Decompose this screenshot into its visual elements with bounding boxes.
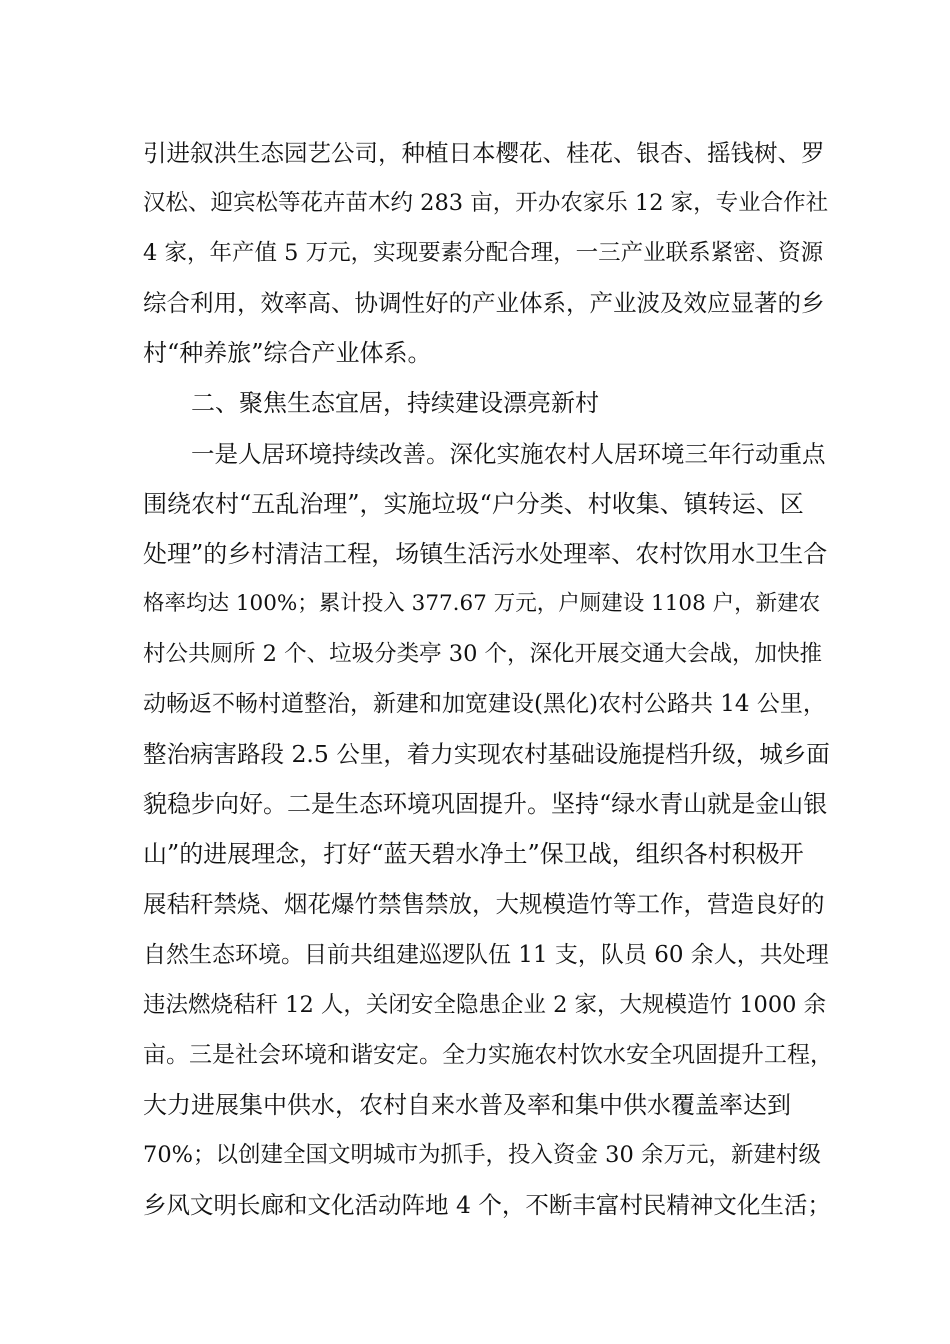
text-line: 貌稳步向好。二是生态环境巩固提升。坚持“绿水青山就是金山银: [143, 790, 828, 819]
text-line: 综合利用，效率高、协调性好的产业体系，产业波及效应显著的乡: [143, 289, 825, 318]
text-line: 乡风文明长廊和文化活动阵地 4 个，不断丰富村民精神文化生活；: [143, 1190, 831, 1219]
text-line: 动畅返不畅村道整治，新建和加宽建设(黑化)农村公路共 14 公里，: [143, 691, 826, 718]
text-line: 整治病害路段 2.5 公里，着力实现农村基础设施提档升级，城乡面: [143, 740, 830, 769]
text-line: 自然生态环境。目前共组建巡逻队伍 11 支，队员 60 余人，共处理: [143, 941, 829, 968]
text-line: 村“种养旅”综合产业体系。: [143, 339, 432, 368]
text-line: 二、聚焦生态宜居，持续建设漂亮新村: [191, 389, 599, 418]
text-line: 汉松、迎宾松等花卉苗木约 283 亩，开办农家乐 12 家，专业合作社: [143, 190, 829, 217]
text-line: 村公共厕所 2 个、垃圾分类亭 30 个，深化开展交通大会战，加快推: [143, 640, 823, 667]
text-line: 处理”的乡村清洁工程，场镇生活污水处理率、农村饮用水卫生合: [143, 539, 828, 568]
text-line: 一是人居环境持续改善。深化实施农村人居环境三年行动重点: [191, 439, 826, 468]
text-line: 围绕农村“五乱治理”，实施垃圾“户分类、村收集、镇转运、区: [143, 489, 804, 518]
text-line: 大力进展集中供水，农村自来水普及率和集中供水覆盖率达到: [143, 1090, 791, 1119]
document-body: [143, 128, 833, 1230]
text-line: 亩。三是社会环境和谐安定。全力实施农村饮水安全巩固提升工程，: [143, 1041, 833, 1068]
text-line: 4 家，年产值 5 万元，实现要素分配合理，一三产业联系紧密、资源: [143, 240, 824, 267]
text-line: 违法燃烧秸秆 12 人，关闭安全隐患企业 2 家，大规模造竹 1000 余: [143, 991, 827, 1018]
text-line: 引进叙洪生态园艺公司，种植日本樱花、桂花、银杏、摇钱树、罗: [143, 139, 825, 167]
text-line: 格率均达 100%；累计投入 377.67 万元，户厕建设 1108 户，新建农: [143, 590, 821, 616]
text-line: 70%；以创建全国文明城市为抓手，投入资金 30 余万元，新建村级: [143, 1141, 821, 1168]
text-line: 展秸秆禁烧、烟花爆竹禁售禁放，大规模造竹等工作，营造良好的: [143, 890, 825, 919]
text-line: 山”的进展理念，打好“蓝天碧水净土”保卫战，组织各村积极开: [143, 840, 804, 869]
